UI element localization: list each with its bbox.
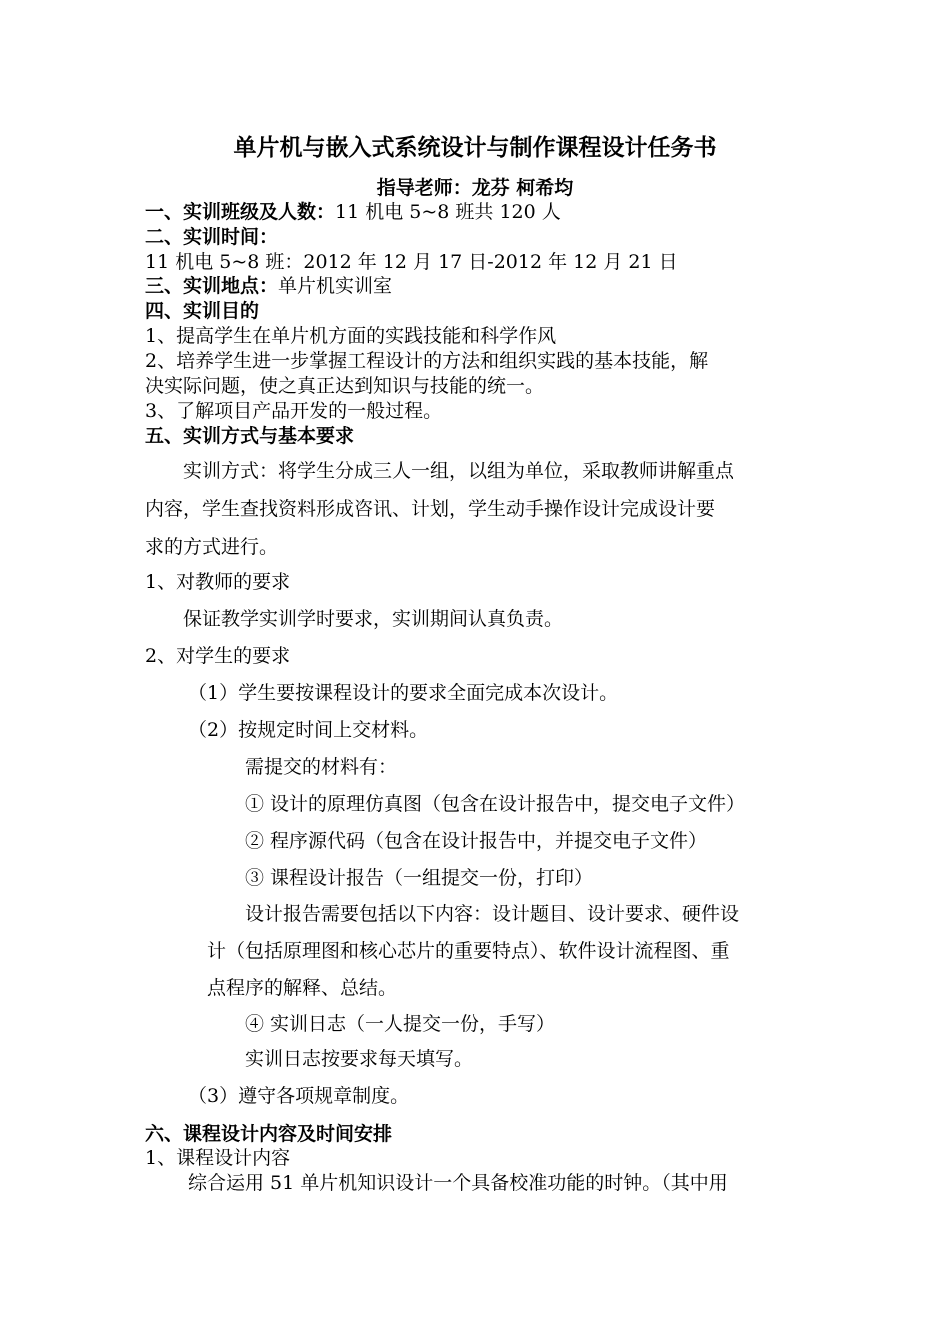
section-6-heading: 六、课程设计内容及时间安排 — [145, 1123, 393, 1145]
section-4-heading: 四、实训目的 — [145, 300, 260, 322]
teacher-requirements-body: 保证教学实训学时要求，实训期间认真负责。 — [183, 608, 564, 630]
section-5-heading: 五、实训方式与基本要求 — [145, 425, 355, 447]
method-paragraph-line-3: 求的方式进行。 — [145, 536, 279, 558]
materials-intro: 需提交的材料有： — [245, 756, 398, 778]
report-contents-line-3: 点程序的解释、总结。 — [207, 977, 398, 999]
document-title: 单片机与嵌入式系统设计与制作课程设计任务书 — [233, 134, 717, 161]
design-content-paragraph: 综合运用 51 单片机知识设计一个具备校准功能的时钟。（其中用 — [188, 1172, 728, 1194]
section-3 — [145, 274, 392, 298]
section-2-heading: 二、实训时间： — [145, 226, 279, 248]
method-paragraph-line-2: 内容，学生查找资料形成咨讯、计划，学生动手操作设计完成设计要 — [145, 498, 716, 520]
section-3-value: 单片机实训室 — [278, 275, 393, 297]
purpose-item-1: 1、提高学生在单片机方面的实践技能和科学作风 — [145, 325, 557, 347]
student-requirement-2: （2）按规定时间上交材料。 — [188, 719, 429, 741]
section-1-value: 11 机电 5~8 班共 120 人 — [335, 201, 561, 223]
student-requirements-heading: 2、对学生的要求 — [145, 645, 291, 667]
student-requirement-3: （3）遵守各项规章制度。 — [188, 1085, 410, 1107]
material-item-1: ① 设计的原理仿真图（包含在设计报告中，提交电子文件） — [245, 793, 746, 815]
purpose-item-2-line-1: 2、培养学生进一步掌握工程设计的方法和组织实践的基本技能，解 — [145, 350, 709, 372]
report-contents-line-2: 计（包括原理图和核心芯片的重要特点）、软件设计流程图、重 — [207, 940, 730, 962]
purpose-item-2-line-2: 决实际问题，使之真正达到知识与技能的统一。 — [145, 375, 545, 397]
section-1-heading: 一、实训班级及人数： — [145, 201, 336, 223]
instructor-line: 指导老师：龙芬 柯希均 — [376, 177, 574, 199]
student-requirement-1: （1）学生要按课程设计的要求全面完成本次设计。 — [188, 682, 619, 704]
method-paragraph-line-1: 实训方式：将学生分成三人一组，以组为单位，采取教师讲解重点 — [183, 460, 735, 482]
purpose-item-3: 3、了解项目产品开发的一般过程。 — [145, 400, 443, 422]
material-item-2: ② 程序源代码（包含在设计报告中，并提交电子文件） — [245, 830, 708, 852]
section-3-heading: 三、实训地点： — [145, 275, 279, 297]
report-contents-line-1: 设计报告需要包括以下内容：设计题目、设计要求、硬件设 — [245, 903, 740, 925]
log-note: 实训日志按要求每天填写。 — [245, 1048, 474, 1070]
material-item-4: ④ 实训日志（一人提交一份，手写） — [245, 1013, 556, 1035]
section-2-value: 11 机电 5~8 班：2012 年 12 月 17 日-2012 年 12 月 21 日 — [145, 251, 678, 273]
section-1 — [145, 200, 561, 224]
teacher-requirements-heading: 1、对教师的要求 — [145, 571, 291, 593]
material-item-3: ③ 课程设计报告（一组提交一份，打印） — [245, 867, 594, 889]
design-content-heading: 1、课程设计内容 — [145, 1147, 291, 1169]
